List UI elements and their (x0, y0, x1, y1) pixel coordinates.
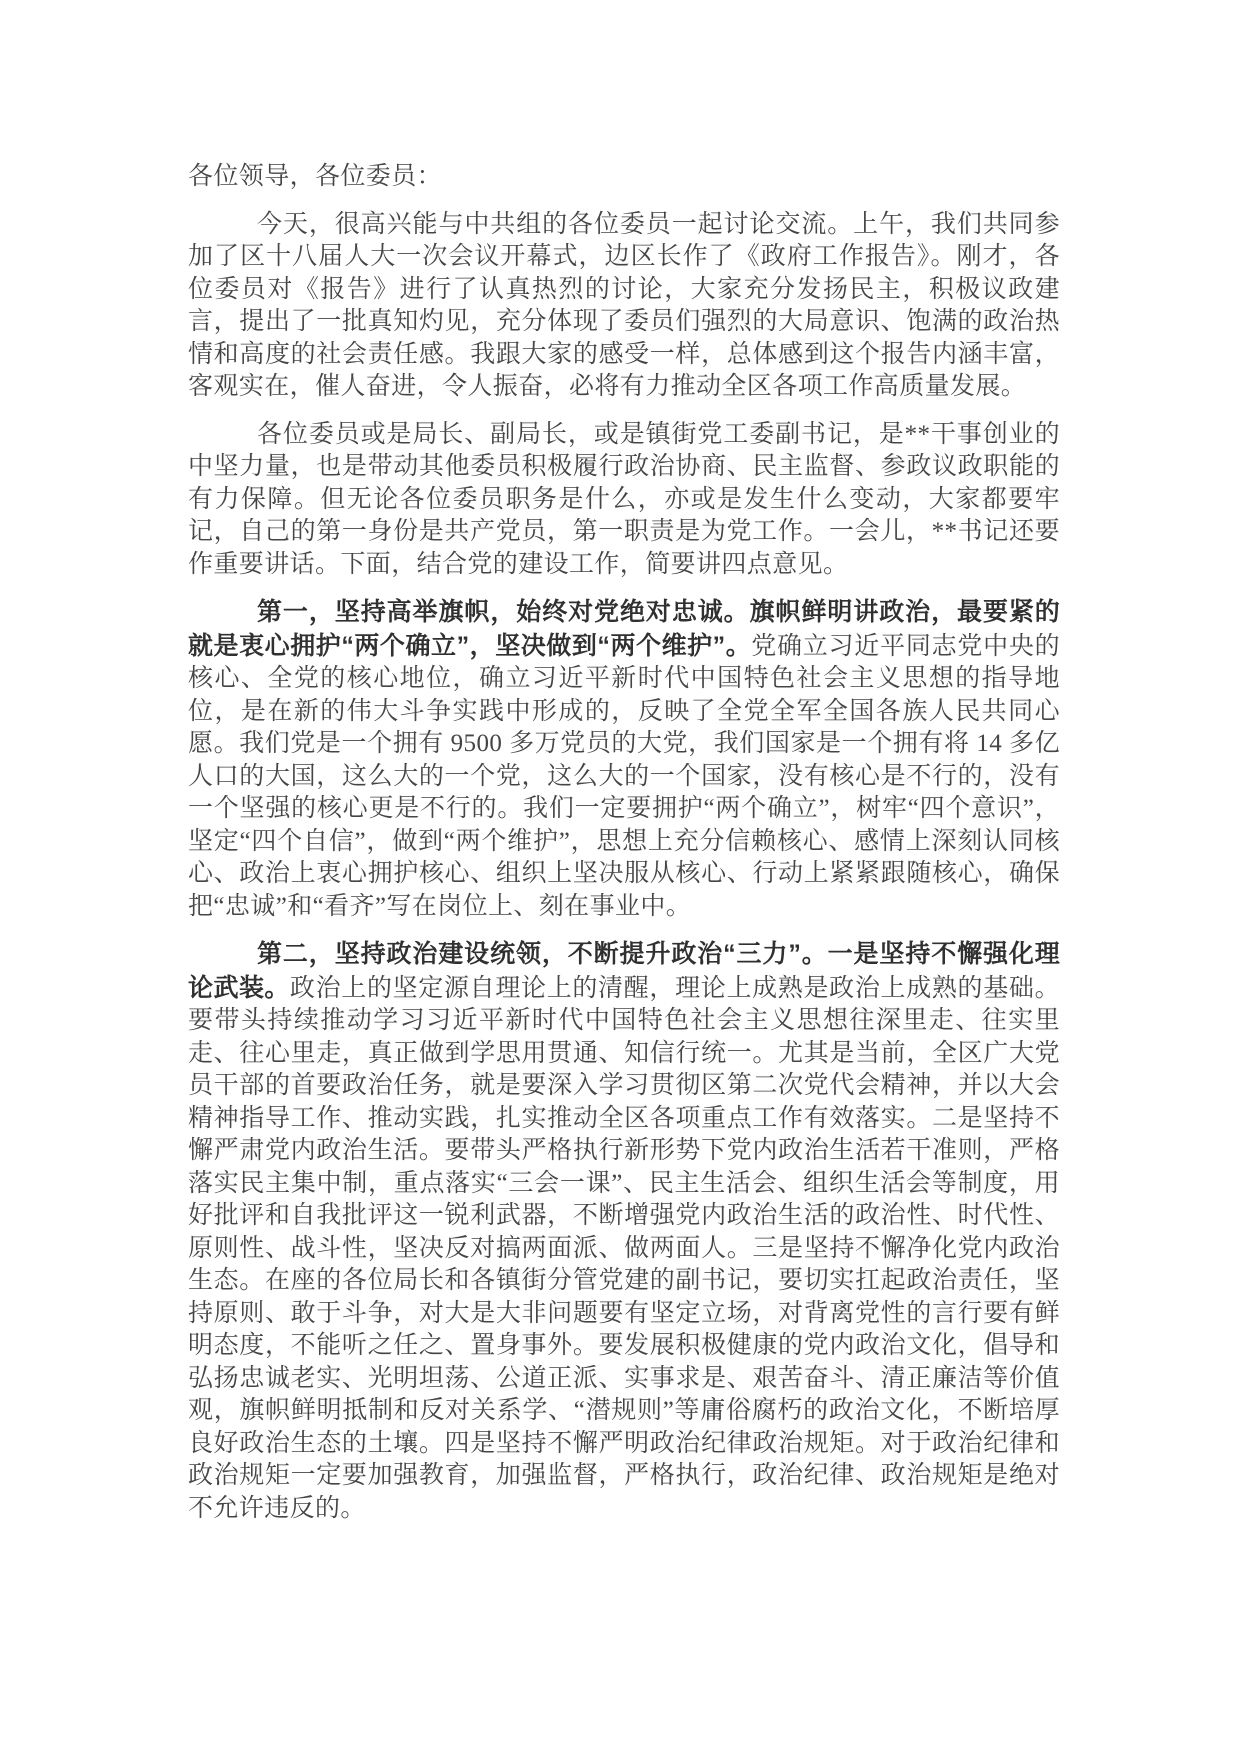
paragraph-commissioner-duty (188, 419, 1060, 582)
paragraph-opening-remarks (188, 209, 1060, 404)
paragraph-point-one (188, 596, 1060, 923)
paragraph-point-two (188, 938, 1060, 1525)
paragraph-text: 各位委员或是局长、副局长，或是镇街党工委副书记，是**干事创业的中坚力量，也是带动其他委员积极履行政治协商、民主监督、参政议政职能的有力保障。但无论各位委员职务是什么，亦或是发生什么变动，大家都要牢记，自己的第一身份是共产党员，第一职责是为党工作。一会儿，**书记还要作重要讲话。下面，结合党的建设工作，简要讲四点意见。 (188, 420, 1060, 578)
point-two-heading: 第二，坚持政治建设统领，不断提升政治“三力”。一是坚持不懈强化理论武装。 (188, 940, 1060, 1002)
paragraph-text: 党确立习近平同志党中央的核心、全党的核心地位，确立习近平新时代中国特色社会主义思想的指导地位，是在新的伟大斗争实践中形成的，反映了全党全军全国各族人民共同心愿。我们党是一个拥有 9500 多万党员的大党，我们国家是一个拥有将 14 多亿人口的大国，这么大的一个党，这么大的一个国家，没有核心是不行的，没有一个坚强的核心更是不行的。我们一定要拥护“两个确立”，树牢“四个意识”，坚定“四个自信”，做到“两个维护”，思想上充分信赖核心、感情上深刻认同核心、政治上衷心拥护核心、组织上坚决服从核心、行动上紧紧跟随核心，确保把“忠诚”和“看齐”写在岗位上、刻在事业中。 (188, 632, 1060, 920)
paragraph-text: 今天，很高兴能与中共组的各位委员一起讨论交流。上午，我们共同参加了区十八届人大一次会议开幕式，边区长作了《政府工作报告》。刚才，各位委员对《报告》进行了认真热烈的讨论，大家充分发扬民主，积极议政建言，提出了一批真知灼见，充分体现了委员们强烈的大局意识、饱满的政治热情和高度的社会责任感。我跟大家的感受一样，总体感到这个报告内涵丰富，客观实在，催人奋进，令人振奋，必将有力推动全区各项工作高质量发展。 (188, 210, 1060, 400)
document-page (188, 0, 1060, 1540)
salutation-line: 各位领导，各位委员： (188, 163, 443, 190)
point-one-heading: 第一，坚持高举旗帜，始终对党绝对忠诚。旗帜鲜明讲政治，最要紧的就是衷心拥护“两个确立”，坚决做到“两个维护”。 (188, 598, 1060, 660)
paragraph-text: 政治上的坚定源自理论上的清醒，理论上成熟是政治上成熟的基础。要带头持续推动学习习近平新时代中国特色社会主义思想往深里走、往实里走、往心里走，真正做到学思用贯通、知信行统一。尤其是当前，全区广大党员干部的首要政治任务，就是要深入学习贯彻区第二次党代会精神，并以大会精神指导工作、推动实践，扎实推动全区各项重点工作有效落实。二是坚持不懈严肃党内政治生活。要带头严格执行新形势下党内政治生活若干准则，严格落实民主集中制，重点落实“三会一课”、民主生活会、组织生活会等制度，用好批评和自我批评这一锐利武器，不断增强党内政治生活的政治性、时代性、原则性、战斗性，坚决反对搞两面派、做两面人。三是坚持不懈净化党内政治生态。在座的各位局长和各镇街分管党建的副书记，要切实扛起政治责任，坚持原则、敢于斗争，对大是大非问题要有坚定立场，对背离党性的言行要有鲜明态度，不能听之任之、置身事外。要发展积极健康的党内政治文化，倡导和弘扬忠诚老实、光明坦荡、公道正派、实事求是、艰苦奋斗、清正廉洁等价值观，旗帜鲜明抵制和反对关系学、“潜规则”等庸俗腐朽的政治文化，不断培厚良好政治生态的土壤。四是坚持不懈严明政治纪律政治规矩。对于政治纪律和政治规矩一定要加强教育，加强监督，严格执行，政治纪律、政治规矩是绝对不允许违反的。 (188, 974, 1060, 1522)
